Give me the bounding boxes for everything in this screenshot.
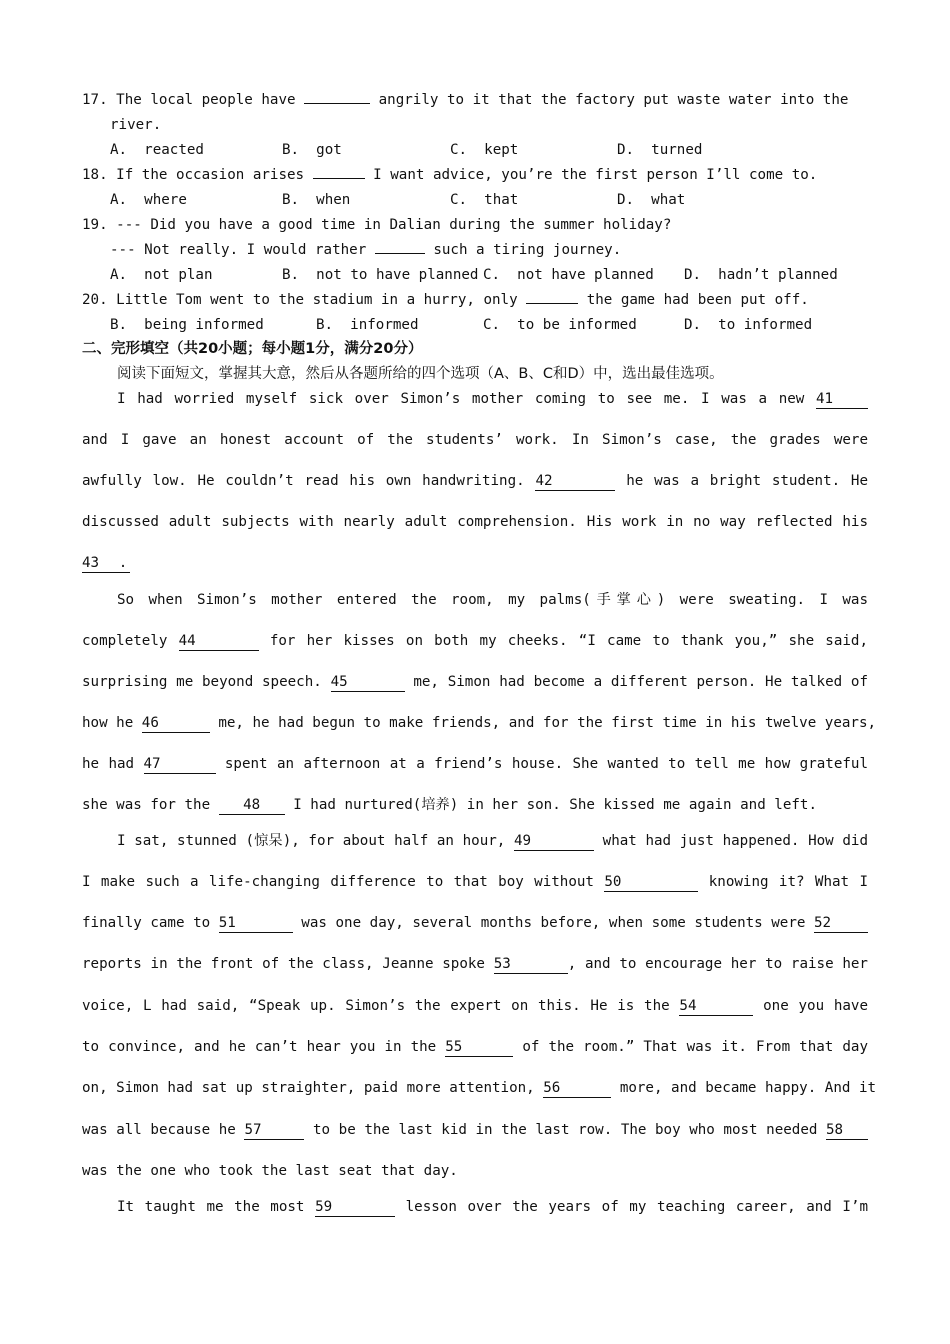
blank-59: 59 — [315, 1199, 395, 1217]
question-text: 18. If the occasion arises — [82, 167, 313, 183]
passage-line — [82, 954, 868, 974]
option-a: A. not plan — [110, 267, 213, 283]
passage-line — [82, 795, 817, 815]
blank-48: 48 — [219, 797, 285, 815]
blank-43: 43 — [82, 555, 116, 573]
passage-text: I make such a life-changing difference to that boy without — [82, 874, 594, 890]
option-c: C. not have planned — [483, 267, 654, 283]
passage-text: It taught me the most — [117, 1199, 305, 1215]
passage-text: surprising me beyond speech. — [82, 674, 322, 690]
blank-54: 54 — [679, 998, 753, 1016]
passage-text: one you have — [763, 998, 869, 1014]
passage-text: he was a bright student. He — [626, 473, 869, 489]
passage-line — [117, 831, 868, 851]
passage-line — [82, 713, 877, 733]
passage-text: reports in the front of the class, Jeanne spoke — [82, 956, 485, 972]
passage-text: awfully low. He couldn’t read his own handwriting. — [82, 473, 525, 489]
passage-line — [82, 754, 868, 774]
question-19: 19. --- Did you have a good time in Dalian during the summer holiday? — [82, 217, 672, 233]
passage-text: what had just happened. How did — [602, 833, 868, 849]
passage-text: me, he had begun to make friends, and for the first time in his twelve years, — [218, 715, 877, 731]
option-b: B. when — [282, 192, 351, 208]
passage-text: spent an afternoon at a friend’s house. She wanted to tell me how grateful — [224, 756, 869, 772]
question-17-continuation: river. — [110, 117, 162, 133]
passage-line — [82, 872, 868, 892]
passage-line: was the one who took the last seat that day. — [82, 1163, 458, 1179]
blank-52: 52 — [814, 915, 868, 933]
passage-text: of the room.” That was it. From that day — [522, 1039, 868, 1055]
passage-text: was one day, several months before, when some students were — [301, 915, 806, 931]
passage-text: lesson over the years of my teaching career, and I’m — [405, 1199, 869, 1215]
option-a: A. reacted — [110, 142, 204, 158]
blank-49: 49 — [514, 833, 594, 851]
passage-text: finally came to — [82, 915, 211, 931]
passage-text: I sat, stunned (惊呆), for about half an hour, — [117, 833, 506, 849]
passage-line — [82, 553, 130, 573]
option-b: B. got — [282, 142, 342, 158]
section-instruction: 阅读下面短文，掌握其大意，然后从各题所给的四个选项（A、B、C和D）中，选出最佳选项。 — [117, 366, 724, 382]
question-text: angrily to it that the factory put waste water into the — [370, 92, 849, 108]
passage-text: knowing it? What I — [708, 874, 869, 890]
blank-44: 44 — [179, 633, 259, 651]
option-c: C. that — [450, 192, 519, 208]
question-19-reply — [110, 240, 621, 260]
passage-line — [82, 631, 868, 651]
passage-text: on, Simon had sat up straighter, paid more attention, — [82, 1080, 535, 1096]
passage-text: he had — [82, 756, 135, 772]
passage-text: for her kisses on both my cheeks. “I came to thank you,” she said, — [269, 633, 869, 649]
blank-46: 46 — [142, 715, 210, 733]
passage-line — [82, 672, 868, 692]
question-text: such a tiring journey. — [424, 242, 622, 258]
blank-42: 42 — [535, 473, 615, 491]
question-text: the game had been put off. — [578, 292, 809, 308]
question-18 — [82, 165, 817, 185]
passage-line — [82, 1120, 868, 1140]
answer-blank — [526, 303, 578, 304]
passage-line: discussed adult subjects with nearly adult comprehension. His work in no way reflected his — [82, 514, 868, 530]
question-20 — [82, 290, 809, 310]
option-a: A. where — [110, 192, 187, 208]
answer-blank — [313, 178, 365, 179]
passage-text: she was for the — [82, 797, 219, 813]
section-heading: 二、完形填空（共20小题；每小题1分，满分20分） — [82, 341, 423, 357]
passage-line — [82, 471, 868, 491]
passage-line: and I gave an honest account of the students’ work. In Simon’s case, the grades were — [82, 432, 868, 448]
passage-line — [117, 1197, 868, 1217]
passage-text: more, and became happy. And it — [619, 1080, 877, 1096]
blank-58: 58 — [826, 1122, 868, 1140]
option-c: C. kept — [450, 142, 519, 158]
option-d: D. what — [617, 192, 686, 208]
passage-line: So when Simon’s mother entered the room, my palms(手掌心) were sweating. I was — [117, 592, 868, 608]
option-c: C. to be informed — [483, 317, 637, 333]
passage-text: I had worried myself sick over Simon’s mother coming to see me. I was a new — [117, 391, 805, 407]
option-a: B. being informed — [110, 317, 264, 333]
option-d: D. to informed — [684, 317, 813, 333]
blank-53: 53 — [494, 956, 568, 974]
passage-text: voice, L had said, “Speak up. Simon’s the expert on this. He is the — [82, 998, 670, 1014]
option-d: D. hadn’t planned — [684, 267, 838, 283]
passage-text: . — [116, 555, 130, 573]
passage-line — [117, 389, 868, 409]
answer-blank — [375, 253, 425, 254]
option-d: D. turned — [617, 142, 703, 158]
passage-line — [82, 996, 868, 1016]
passage-text: to convince, and he can’t hear you in the — [82, 1039, 437, 1055]
answer-blank — [304, 103, 370, 104]
blank-45: 45 — [331, 674, 405, 692]
blank-55: 55 — [445, 1039, 513, 1057]
passage-text: how he — [82, 715, 134, 731]
question-text: 20. Little Tom went to the stadium in a hurry, only — [82, 292, 527, 308]
passage-text: was all because he — [82, 1122, 236, 1138]
passage-text: me, Simon had become a different person. He talked of — [413, 674, 868, 690]
question-text: I want advice, you’re the first person I’ll come to. — [364, 167, 818, 183]
passage-line — [82, 1037, 868, 1057]
question-17 — [82, 90, 848, 110]
question-text: 17. The local people have — [82, 92, 305, 108]
blank-56: 56 — [543, 1080, 611, 1098]
passage-text: completely — [82, 633, 168, 649]
passage-line — [82, 1078, 877, 1098]
passage-line — [82, 913, 868, 933]
blank-41: 41 — [816, 391, 868, 409]
question-text: --- Not really. I would rather — [110, 242, 375, 258]
blank-50: 50 — [604, 874, 698, 892]
option-b: B. informed — [316, 317, 419, 333]
passage-text: , and to encourage her to raise her — [567, 956, 868, 972]
blank-47: 47 — [144, 756, 216, 774]
passage-text: I had nurtured(培养) in her son. She kissed me again and left. — [284, 797, 818, 813]
blank-51: 51 — [219, 915, 293, 933]
blank-57: 57 — [244, 1122, 304, 1140]
option-b: B. not to have planned — [282, 267, 479, 283]
passage-text: to be the last kid in the last row. The boy who most needed — [313, 1122, 818, 1138]
